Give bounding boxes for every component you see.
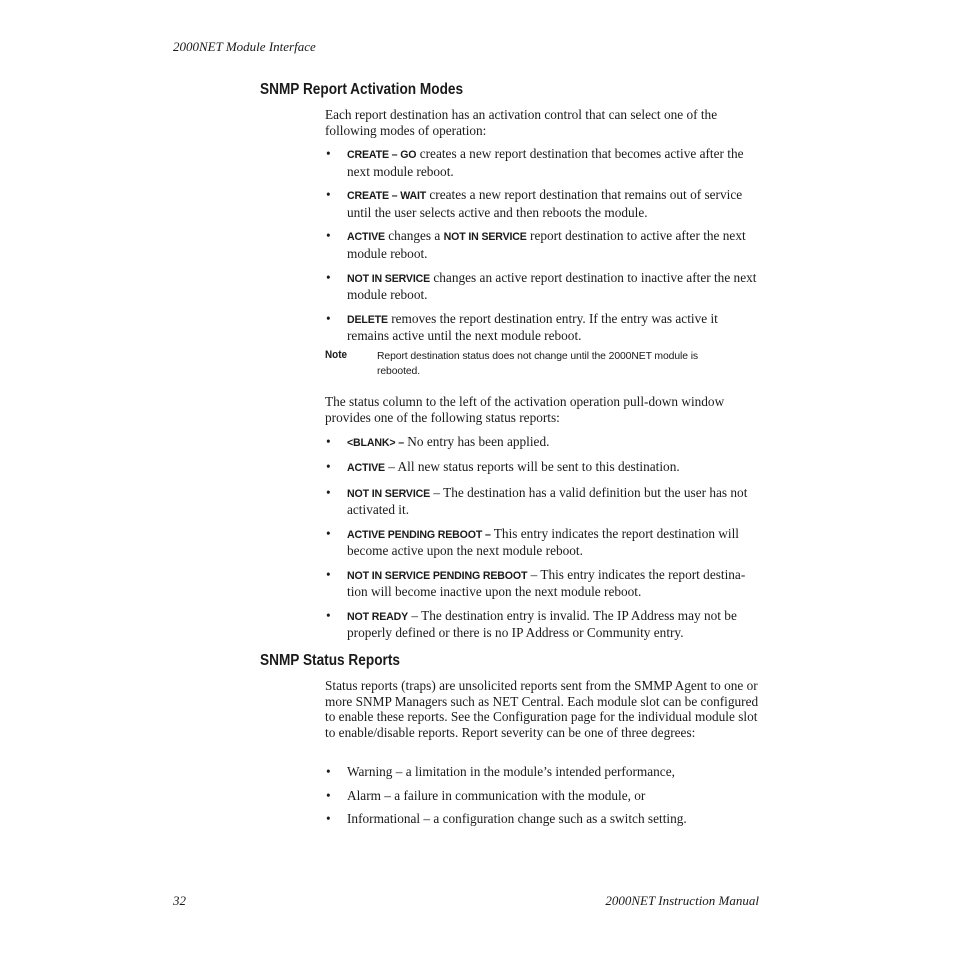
status-term: NOT IN SERVICE [347, 487, 431, 500]
activation-modes-intro: Each report destination has an activation control that can select one of the following modes of operation: [325, 107, 718, 138]
severity-list [325, 764, 761, 827]
section-heading-activation-modes: SNMP Report Activation Modes [260, 81, 464, 98]
list-item [325, 311, 761, 344]
mode-description: creates a new report destination that remains out of service until the user selects active and then reboots the module. [347, 187, 743, 220]
bullet-icon: • [326, 269, 331, 285]
list-item [325, 485, 761, 518]
list-item [325, 526, 761, 559]
list-item [325, 764, 761, 780]
note-label: Note [325, 349, 348, 361]
status-term: ACTIVE [347, 462, 385, 475]
bullet-icon: • [326, 764, 331, 779]
list-item [325, 567, 761, 600]
status-term: NOT IN SERVICE PENDING REBOOT [347, 569, 528, 582]
status-term: <BLANK> – [347, 437, 404, 449]
mode-description: changes a [384, 228, 444, 244]
status-description: – All new status reports will be sent to this destination. [384, 459, 680, 475]
severity-item-text: Alarm – a failure in communication with the module, or [347, 787, 646, 803]
bullet-icon: • [326, 187, 331, 203]
status-term: NOT READY [347, 610, 409, 623]
bullet-icon: • [326, 434, 331, 449]
mode-term: DELETE [347, 313, 388, 326]
mode-term: NOT IN SERVICE [443, 231, 527, 244]
status-description: No entry has been applied. [403, 434, 550, 449]
mode-term: NOT IN SERVICE [347, 272, 431, 285]
status-description: This entry indicates the report destination will become active upon the next module reboot. [347, 525, 739, 559]
activation-modes-list [325, 146, 761, 344]
mode-term: CREATE – WAIT [347, 190, 427, 203]
list-item [325, 459, 761, 477]
list-item [325, 434, 761, 452]
severity-item-text: Informational – a configuration change such as a switch setting. [347, 811, 687, 827]
mode-term: ACTIVE [347, 231, 385, 244]
list-item [325, 270, 761, 303]
list-item [325, 187, 761, 220]
status-reports-intro: Status reports (traps) are unsolicited reports sent from the SMMP Agent to one or more SNMP Managers such as NET Central. Each module slot can be configured to enable these reports. See the Configuration page for the individual module slot to enable/disable reports. Report severity can be one of three degrees: [325, 678, 759, 740]
bullet-icon: • [326, 525, 331, 541]
manual-title: 2000NET Instruction Manual [605, 893, 759, 908]
list-item [325, 228, 761, 261]
status-description: – The destination entry is invalid. The IP Address may not be properly defined or there is no IP Address or Community entry. [347, 607, 737, 641]
list-item [325, 788, 761, 804]
bullet-icon: • [326, 787, 331, 803]
list-item [325, 146, 761, 179]
bullet-icon: • [326, 459, 331, 475]
status-description: – The destination has a valid definition but the user has not activated it. [347, 484, 748, 518]
bullet-icon: • [326, 310, 331, 326]
status-intro: The status column to the left of the activation operation pull-down window provides one of the following status reports: [325, 394, 725, 425]
list-item [325, 811, 761, 827]
mode-description: report destination to active after the next module reboot. [347, 228, 746, 261]
running-head: 2000NET Module Interface [173, 39, 316, 54]
mode-term: CREATE – GO [347, 149, 417, 161]
status-description: – This entry indicates the report destina-tion will become inactive upon the next module reboot. [347, 566, 746, 600]
list-item [325, 608, 761, 641]
section-heading-status-reports: SNMP Status Reports [260, 652, 400, 669]
bullet-icon: • [326, 228, 331, 244]
mode-description: changes an active report destination to inactive after the next module reboot. [347, 269, 757, 303]
bullet-icon: • [326, 566, 331, 582]
mode-description: removes the report destination entry. If the entry was active it remains active until the next module reboot. [347, 310, 718, 344]
status-list [325, 434, 761, 641]
bullet-icon: • [326, 146, 331, 161]
severity-item-text: Warning – a limitation in the module’s intended performance, [347, 764, 675, 779]
bullet-icon: • [326, 484, 331, 500]
page-number: 32 [173, 893, 186, 908]
bullet-icon: • [326, 811, 331, 827]
bullet-icon: • [326, 607, 331, 623]
note-text: Report destination status does not change until the 2000NET module is rebooted. [377, 351, 698, 378]
status-term: ACTIVE PENDING REBOOT – [347, 528, 491, 541]
mode-description: creates a new report destination that becomes active after the next module reboot. [347, 146, 744, 179]
